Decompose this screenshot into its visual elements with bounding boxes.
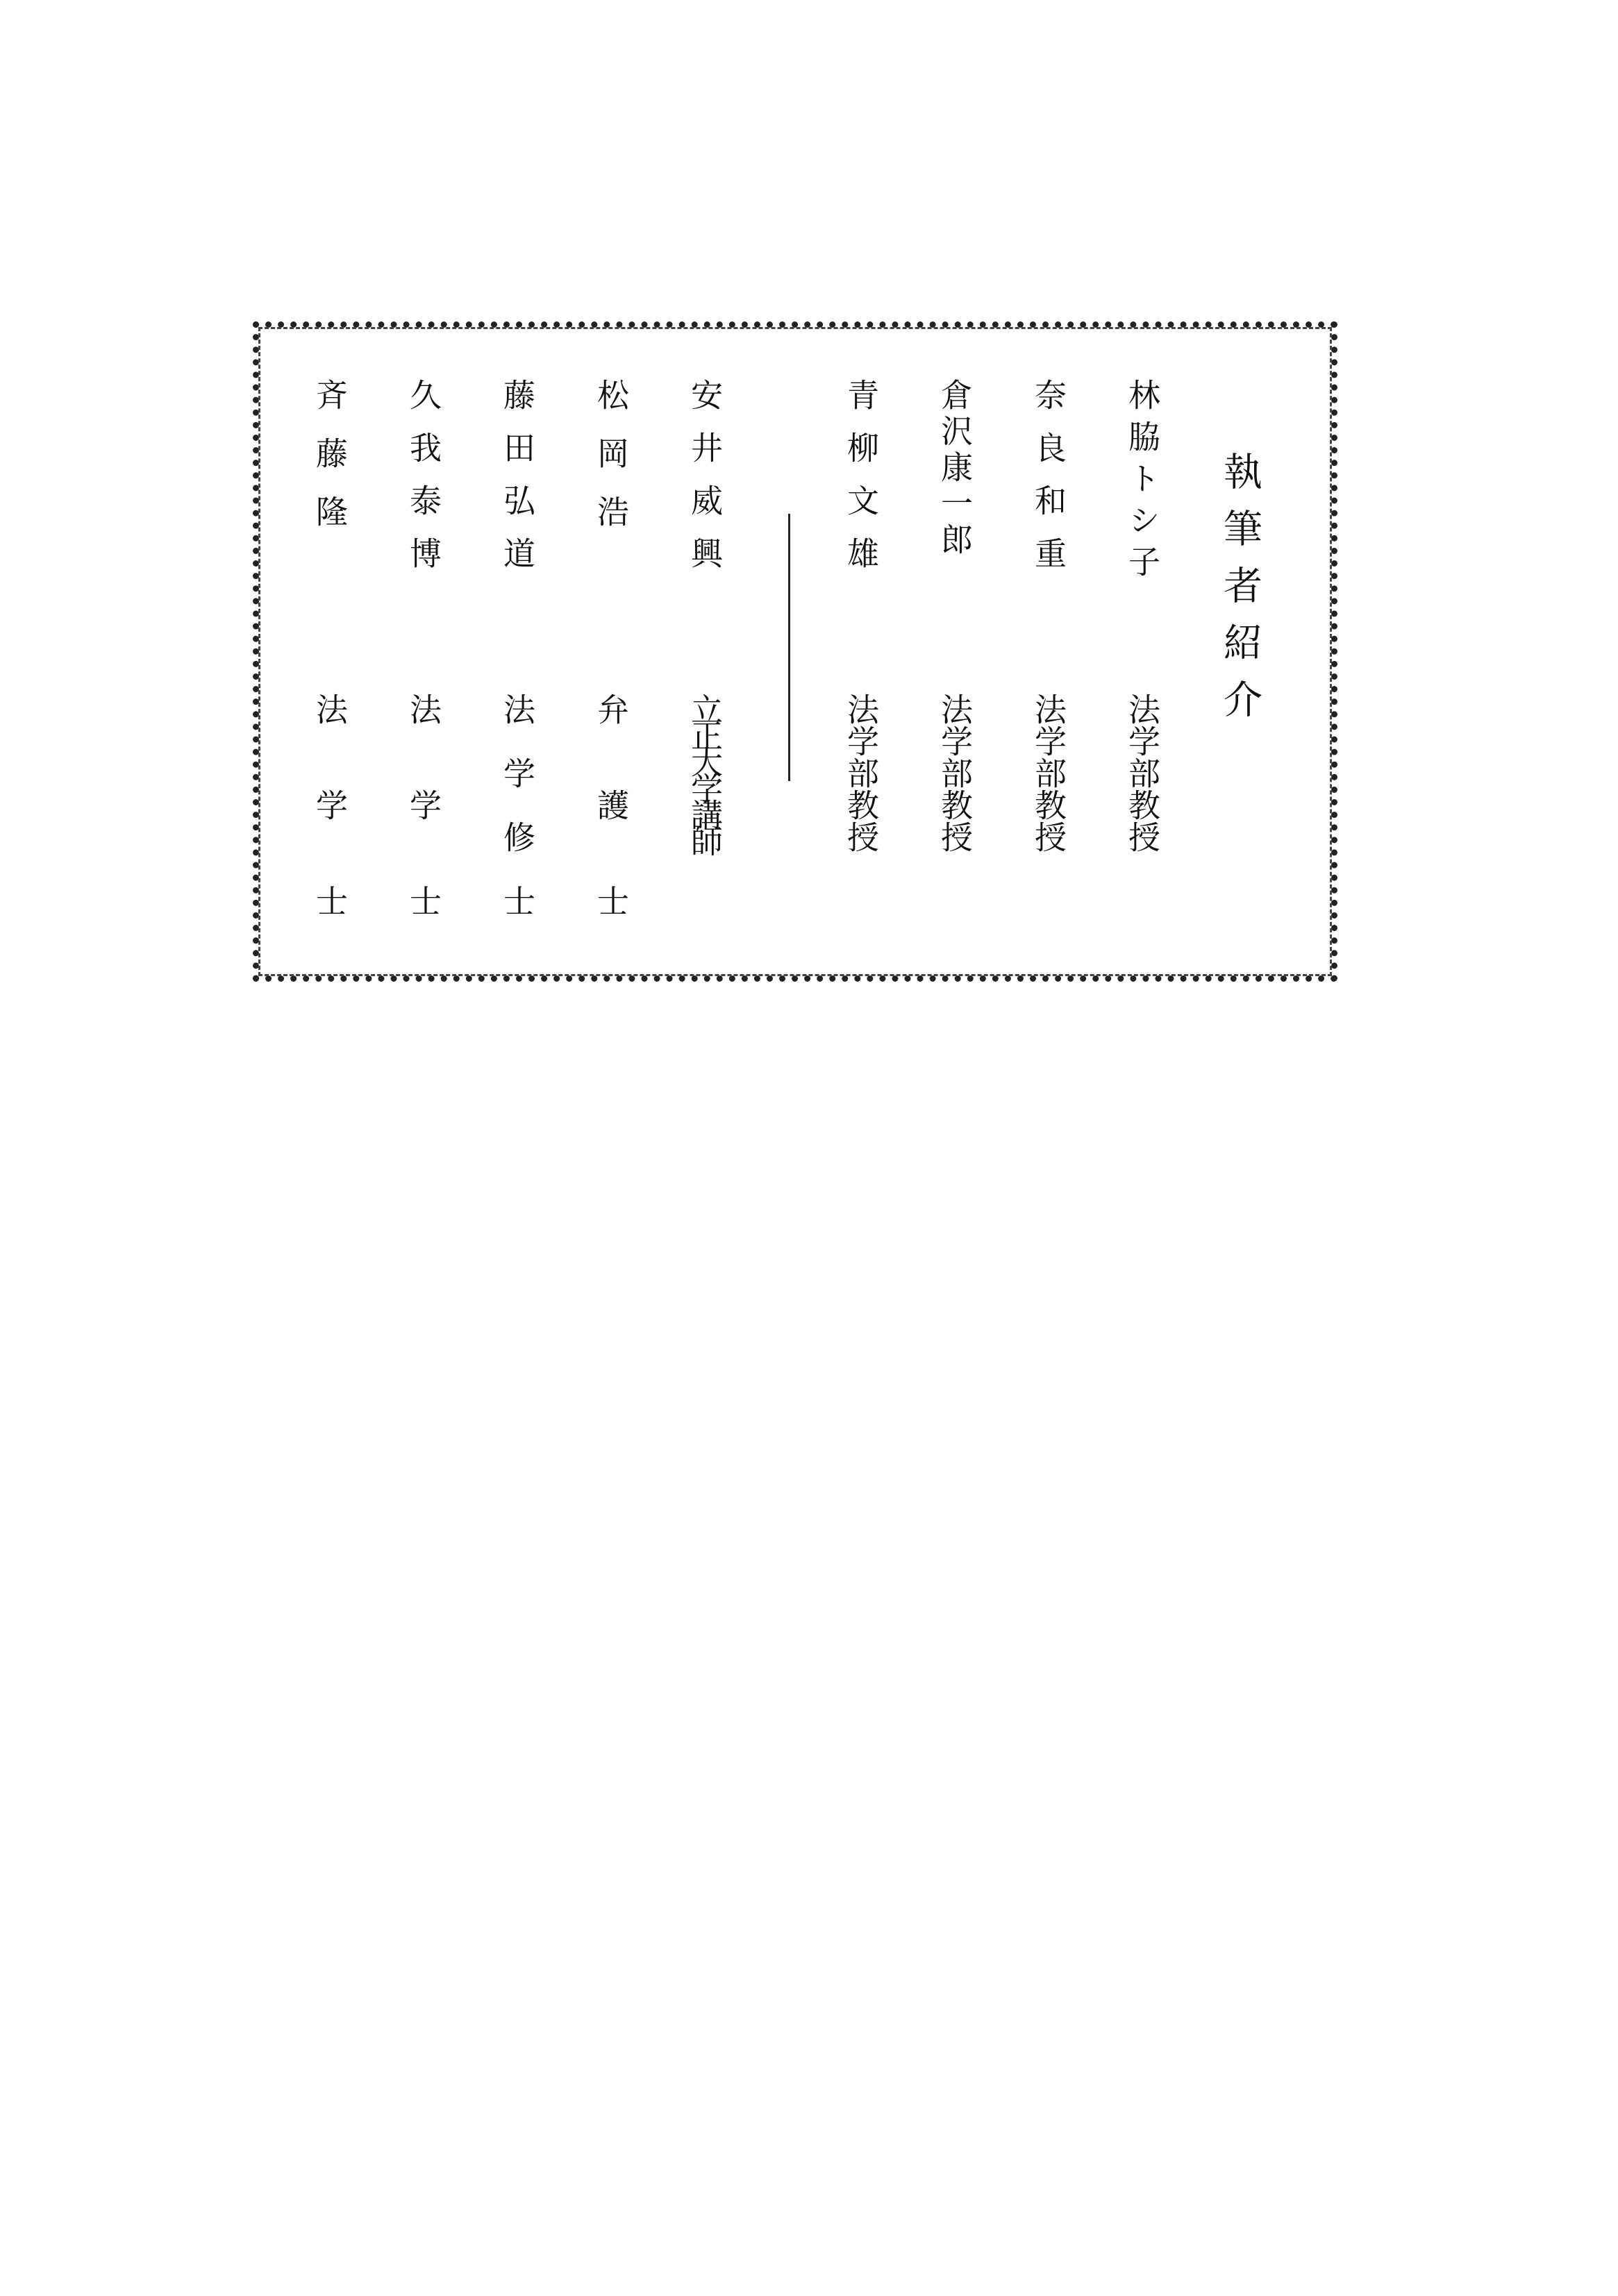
- author-name: 藤田弘道: [499, 378, 536, 589]
- author-column: [931, 0, 979, 982]
- author-title: 法学修士: [499, 693, 536, 948]
- author-column: [399, 0, 448, 982]
- author-column: [1024, 0, 1073, 982]
- author-column: [837, 0, 885, 982]
- author-title: 法学部教授: [842, 693, 880, 853]
- author-name: 久我泰博: [405, 378, 442, 589]
- author-title: 法学部教授: [1030, 693, 1067, 853]
- author-name: 青柳文雄: [842, 378, 880, 589]
- column-divider: [788, 514, 790, 781]
- author-title: 法学部教授: [936, 693, 974, 853]
- author-column: [1118, 0, 1167, 982]
- author-name: 松岡浩: [592, 378, 630, 553]
- author-name: 斉藤隆: [311, 378, 349, 553]
- author-title: 法学士: [405, 693, 442, 980]
- author-column: [493, 0, 542, 982]
- author-name: 奈良和重: [1030, 378, 1067, 589]
- author-name: 倉沢康一郎: [936, 378, 974, 559]
- author-column: [587, 0, 635, 982]
- author-column: [306, 0, 354, 982]
- author-column: [681, 0, 729, 982]
- author-title: 法学士: [311, 693, 349, 980]
- author-title: 法学部教授: [1124, 693, 1161, 853]
- author-title: 立正大学講師: [686, 693, 724, 851]
- author-title: 弁護士: [592, 693, 630, 980]
- page-heading: 執筆者紹介: [1217, 451, 1262, 736]
- author-name: 林脇トシ子: [1124, 378, 1161, 587]
- author-name: 安井威興: [686, 378, 724, 589]
